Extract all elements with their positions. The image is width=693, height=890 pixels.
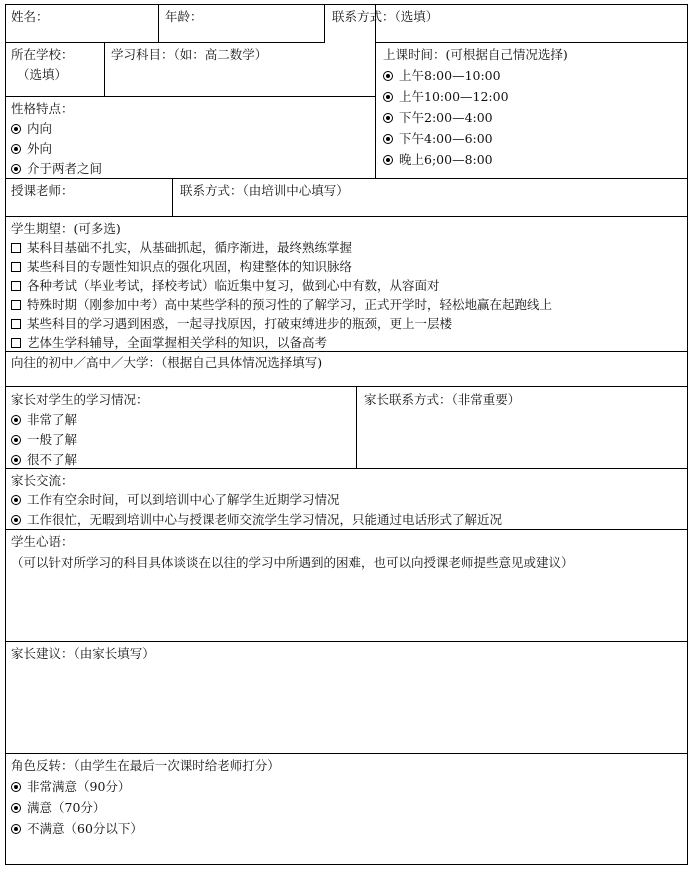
radio-icon: [11, 782, 21, 792]
radio-icon: [383, 92, 393, 102]
feedback-option[interactable]: [11, 779, 130, 794]
option-label: 工作有空余时间，可以到培训中心了解学生近期学习情况: [27, 492, 340, 507]
radio-icon: [11, 124, 21, 134]
student-voice-label: 学生心语：: [11, 534, 74, 549]
option-label: 非常了解: [27, 412, 78, 427]
teacher-label: 授课老师：: [11, 183, 74, 198]
parent-view-option[interactable]: [11, 452, 77, 467]
subject-label: 学习科目：（如：高二数学）: [111, 47, 268, 62]
radio-icon: [383, 155, 393, 165]
personality-label: 性格特点：: [11, 101, 74, 116]
expectation-option[interactable]: [11, 240, 352, 255]
radio-icon: [11, 515, 21, 525]
option-label: 工作很忙，无暇到培训中心与授课老师交流学生学习情况，只能通过电话形式了解近况: [27, 512, 503, 527]
expectation-option[interactable]: [11, 278, 440, 293]
class-time-label: 上课时间：(可根据自己情况选择): [383, 47, 568, 62]
checkbox-icon: [11, 243, 21, 253]
option-label: 外向: [27, 141, 53, 156]
personality-option[interactable]: [11, 141, 52, 156]
parent-comm-label: 家长交流：: [11, 473, 74, 488]
checkbox-icon: [11, 300, 21, 310]
radio-icon: [11, 803, 21, 813]
option-label: 上午10:00—12:00: [399, 89, 509, 104]
checkbox-icon: [11, 319, 21, 329]
option-label: 非常满意（90分）: [27, 779, 131, 794]
expectation-label: 学生期望：(可多选): [11, 221, 121, 236]
radio-icon: [11, 824, 21, 834]
teacher-contact-label: 联系方式：（由培训中心填写）: [180, 183, 349, 198]
radio-icon: [11, 435, 21, 445]
option-label: 下午2:00—4:00: [399, 110, 493, 125]
feedback-option[interactable]: [11, 821, 143, 836]
class-time-option[interactable]: [383, 131, 493, 146]
personality-option[interactable]: [11, 121, 52, 136]
radio-icon: [383, 71, 393, 81]
radio-icon: [11, 495, 21, 505]
option-label: 上午8:00—10:00: [399, 68, 501, 83]
expectation-option[interactable]: [11, 297, 552, 312]
personality-option[interactable]: [11, 161, 102, 176]
parent-view-label: 家长对学生的学习情况：: [11, 392, 149, 407]
feedback-label: 角色反转：（由学生在最后一次课时给老师打分）: [11, 758, 280, 773]
expectation-option[interactable]: [11, 335, 327, 350]
radio-icon: [11, 164, 21, 174]
name-label: 姓名：: [11, 9, 49, 24]
checkbox-icon: [11, 338, 21, 348]
option-label: 各种考试（毕业考试，择校考试）临近集中复习，做到心中有数，从容面对: [27, 278, 440, 293]
parent-view-option[interactable]: [11, 432, 77, 447]
school-label: 所在学校：: [11, 47, 74, 62]
radio-icon: [11, 144, 21, 154]
option-label: 特殊时期（刚参加中考）高中某些学科的预习性的了解学习，正式开学时，轻松地赢在起跑线上: [27, 297, 553, 312]
expectation-option[interactable]: [11, 316, 452, 331]
class-time-option[interactable]: [383, 68, 501, 83]
class-time-option[interactable]: [383, 152, 493, 167]
contact-label: 联系方式：（选填）: [332, 9, 439, 24]
option-label: 某些科目的专题性知识点的强化巩固，构建整体的知识脉络: [27, 259, 353, 274]
option-label: 一般了解: [27, 432, 78, 447]
option-label: 艺体生学科辅导，全面掌握相关学科的知识，以备高考: [27, 335, 328, 350]
class-time-option[interactable]: [383, 89, 509, 104]
option-label: 内向: [27, 121, 53, 136]
expectation-option[interactable]: [11, 259, 352, 274]
parent-suggestion-label: 家长建议：（由家长填写）: [11, 646, 155, 661]
parent-view-option[interactable]: [11, 412, 77, 427]
parent-comm-option[interactable]: [11, 492, 340, 507]
option-label: 很不了解: [27, 452, 78, 467]
target-school-label: 向往的初中／高中／大学：（根据自己具体情况选择填写): [11, 355, 323, 370]
student-voice-note: （可以针对所学习的科目具体谈谈在以往的学习中所遇到的困难，也可以向授课老师提些意见或建议）: [11, 555, 574, 570]
school-note: （选填）: [17, 67, 68, 82]
option-label: 某科目基础不扎实，从基础抓起，循序渐进，最终熟练掌握: [27, 240, 353, 255]
option-label: 某些科目的学习遇到困惑，一起寻找原因，打破束缚进步的瓶颈，更上一层楼: [27, 316, 453, 331]
radio-icon: [383, 134, 393, 144]
checkbox-icon: [11, 281, 21, 291]
option-label: 不满意（60分以下）: [27, 821, 143, 836]
option-label: 满意（70分）: [27, 800, 106, 815]
radio-icon: [11, 415, 21, 425]
radio-icon: [11, 455, 21, 465]
class-time-option[interactable]: [383, 110, 493, 125]
parent-contact-label: 家长联系方式：（非常重要）: [364, 392, 521, 407]
option-label: 晚上6;00—8:00: [399, 152, 493, 167]
radio-icon: [383, 113, 393, 123]
feedback-option[interactable]: [11, 800, 105, 815]
parent-comm-option[interactable]: [11, 512, 502, 527]
option-label: 下午4:00—6:00: [399, 131, 493, 146]
age-label: 年龄：: [165, 9, 203, 24]
option-label: 介于两者之间: [27, 161, 103, 176]
checkbox-icon: [11, 262, 21, 272]
